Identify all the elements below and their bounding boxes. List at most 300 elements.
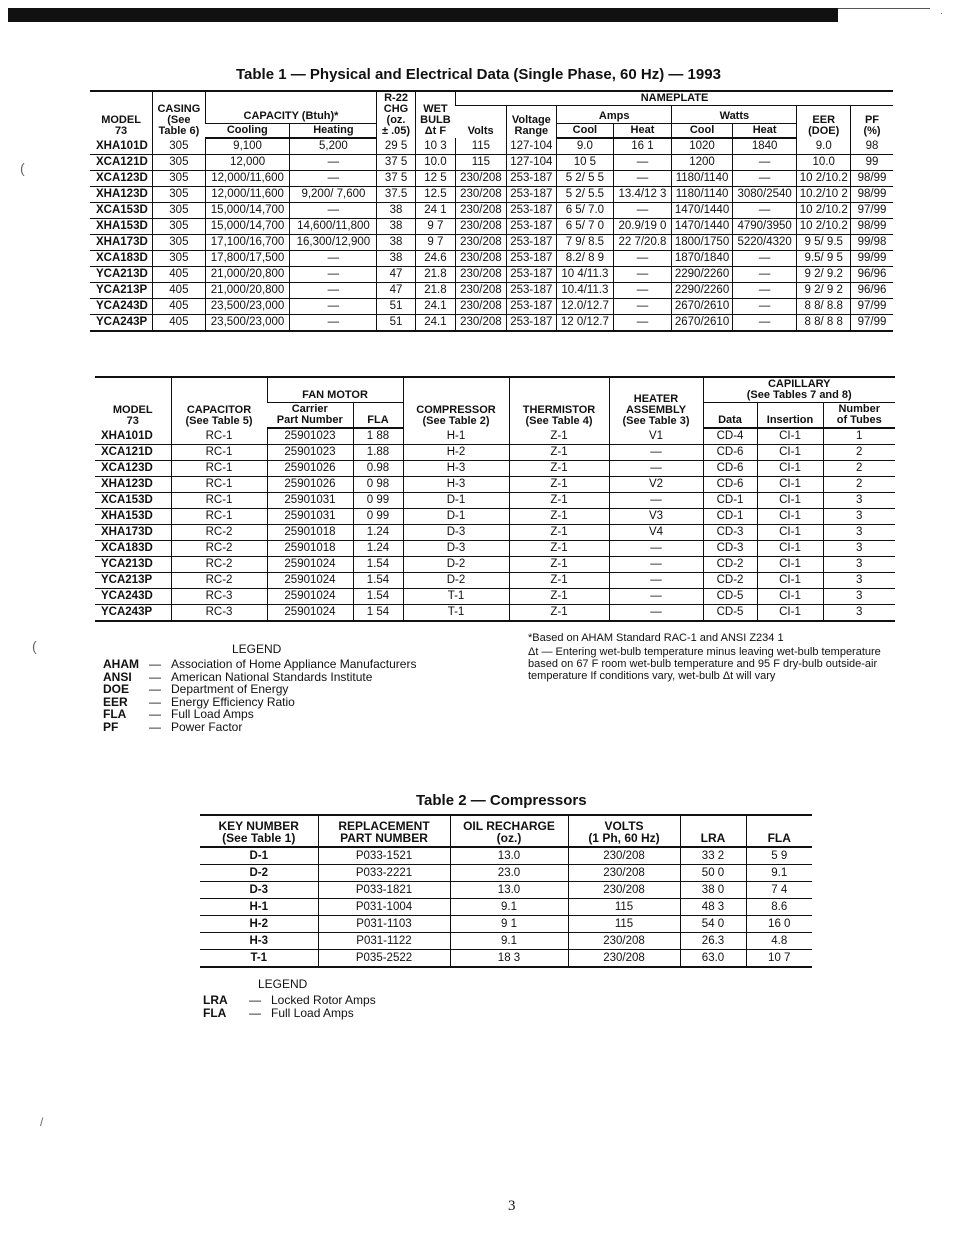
legend-item: [203, 1007, 376, 1020]
table-cell: 253-187: [506, 251, 557, 267]
table-cell: XCA123D: [95, 461, 171, 477]
capacitor-header: CAPACITOR (See Table 5): [171, 377, 267, 428]
table-cell: H-1: [403, 428, 509, 445]
table-row: [90, 155, 893, 171]
table-cell: 37.5: [377, 187, 415, 203]
table-cell: YCA213D: [90, 267, 153, 283]
table-cell: CI-1: [757, 525, 823, 541]
legend: [203, 994, 376, 1019]
legend-abbr: AHAM: [103, 657, 139, 671]
table-cell: 15,000/14,700: [205, 203, 290, 219]
table-cell: 33 2: [680, 847, 746, 865]
legend-item: [203, 994, 376, 1007]
legend-dash: —: [149, 682, 161, 696]
table-cell: —: [732, 299, 797, 315]
legend-dash: —: [149, 669, 161, 684]
table-cell: XHA153D: [95, 509, 171, 525]
table-cell: 10 4/11.3: [557, 267, 614, 283]
table-cell: 37 5: [377, 171, 415, 187]
table-cell: 17,800/17,500: [205, 251, 290, 267]
table-cell: CD-5: [703, 589, 757, 605]
table-cell: YCA213D: [95, 557, 171, 573]
table-row: [95, 589, 895, 605]
table-cell: 9 2/ 9.2: [797, 267, 851, 283]
table-cell: 10.2/10 2: [797, 187, 851, 203]
table-cell: H-3: [403, 461, 509, 477]
table-cell: 305: [153, 251, 206, 267]
table-cell: XCA121D: [90, 155, 153, 171]
table-row: [95, 525, 895, 541]
table-cell: 0.98: [353, 461, 403, 477]
legend-dash: —: [149, 707, 161, 721]
table-row: [200, 916, 812, 933]
table-cell: YCA243D: [90, 299, 153, 315]
table-cell: 230/208: [456, 299, 507, 315]
table-cell: —: [613, 283, 672, 299]
table-row: [90, 171, 893, 187]
table-cell: XCA123D: [90, 171, 153, 187]
table-cell: Z-1: [509, 605, 609, 622]
page-number: 3: [508, 1198, 516, 1214]
table-cell: 305: [153, 138, 206, 155]
table-cell: —: [613, 251, 672, 267]
lra-header: LRA: [680, 815, 746, 847]
table-cell: P031-1004: [318, 899, 450, 916]
table-cell: RC-3: [171, 605, 267, 622]
table-cell: 305: [153, 171, 206, 187]
table-cell: 97/99: [850, 203, 893, 219]
table-cell: 2: [823, 445, 895, 461]
legend-item: [103, 708, 416, 721]
table-cell: —: [290, 203, 377, 219]
fla-header: FLA: [746, 815, 812, 847]
table-cell: 9.0: [557, 138, 614, 155]
table-cell: XHA123D: [95, 477, 171, 493]
table-cell: 96/96: [850, 267, 893, 283]
table-cell: 230/208: [456, 203, 507, 219]
table-cell: 25901018: [267, 541, 353, 557]
table-row: [95, 573, 895, 589]
table2-title: Table 2 — Compressors: [416, 792, 587, 809]
wetbulb-header: WET BULB Δt F: [415, 91, 455, 138]
table-cell: 305: [153, 187, 206, 203]
table-cell: 98: [850, 138, 893, 155]
table-cell: T-1: [200, 950, 318, 968]
table-cell: 6 5/ 7.0: [557, 203, 614, 219]
table-cell: D-3: [200, 882, 318, 899]
table-cell: P035-2522: [318, 950, 450, 968]
table-cell: 1 88: [353, 428, 403, 445]
table-cell: 47: [377, 267, 415, 283]
table-cell: 10.0: [797, 155, 851, 171]
table-cell: 38: [377, 219, 415, 235]
table-row: [200, 865, 812, 882]
table-cell: RC-1: [171, 477, 267, 493]
table-cell: 1.24: [353, 525, 403, 541]
table-row: [90, 267, 893, 283]
replacement-header: REPLACEMENT PART NUMBER: [318, 815, 450, 847]
table-cell: V2: [609, 477, 703, 493]
table-row: [90, 299, 893, 315]
table-cell: —: [609, 589, 703, 605]
table-row: [90, 203, 893, 219]
watts-header: Watts: [672, 106, 797, 124]
table-row: [95, 557, 895, 573]
table-cell: 10 7: [746, 950, 812, 968]
table-cell: CD-1: [703, 493, 757, 509]
table-cell: Z-1: [509, 428, 609, 445]
table-cell: XCA183D: [90, 251, 153, 267]
table-cell: —: [613, 155, 672, 171]
legend-item: [103, 683, 416, 696]
table-cell: 9.5/ 9 5: [797, 251, 851, 267]
legend-dash: —: [149, 694, 161, 709]
table-cell: XHA101D: [90, 138, 153, 155]
table-cell: Z-1: [509, 477, 609, 493]
table-cell: D-2: [403, 573, 509, 589]
table-cell: 230/208: [456, 235, 507, 251]
compressor-header: COMPRESSOR (See Table 2): [403, 377, 509, 428]
table-cell: 9,200/ 7,600: [290, 187, 377, 203]
legend-abbr: ANSI: [103, 669, 132, 684]
table-cell: —: [613, 315, 672, 332]
table-cell: 230/208: [456, 315, 507, 332]
table-cell: 24.1: [415, 315, 455, 332]
cooling-header: Cooling: [205, 124, 290, 139]
table-cell: 16 1: [613, 138, 672, 155]
table-cell: 253-187: [506, 203, 557, 219]
table-cell: 21.8: [415, 267, 455, 283]
table-row: [200, 933, 812, 950]
table-cell: 2: [823, 477, 895, 493]
table-cell: CI-1: [757, 573, 823, 589]
table-cell: XHA123D: [90, 187, 153, 203]
legend-abbr: LRA: [203, 993, 228, 1007]
table-cell: 25901024: [267, 589, 353, 605]
header-rule: [838, 8, 930, 9]
table-cell: V1: [609, 428, 703, 445]
table-cell: —: [290, 251, 377, 267]
table-cell: 1180/1140: [672, 187, 733, 203]
legend: [103, 658, 416, 733]
table-cell: CD-2: [703, 557, 757, 573]
table-cell: 18 3: [450, 950, 568, 968]
legend-abbr: PF: [103, 719, 119, 734]
voltage-range-header: Voltage Range: [506, 106, 557, 139]
legend-text: American National Standards Institute: [171, 669, 373, 684]
margin-mark: (: [20, 160, 25, 176]
table-cell: CI-1: [757, 509, 823, 525]
model-header: MODEL 73: [112, 404, 153, 427]
legend-abbr: EER: [103, 694, 128, 709]
table-row: [90, 283, 893, 299]
table-row: [200, 847, 812, 865]
amps-cool-header: Cool: [557, 124, 614, 139]
table-cell: 8.2/ 8 9: [557, 251, 614, 267]
legend-abbr: FLA: [103, 707, 127, 721]
table-cell: 230/208: [568, 847, 680, 865]
table-cell: YCA213P: [95, 573, 171, 589]
table-cell: 9 5/ 9.5: [797, 235, 851, 251]
table-cell: 25901026: [267, 477, 353, 493]
table-cell: —: [290, 283, 377, 299]
table-cell: Z-1: [509, 445, 609, 461]
table-cell: 6 5/ 7 0: [557, 219, 614, 235]
table-cell: 12,000/11,600: [205, 171, 290, 187]
volts-header: VOLTS (1 Ph, 60 Hz): [568, 815, 680, 847]
table-row: [90, 251, 893, 267]
legend-text: Locked Rotor Amps: [271, 993, 376, 1007]
table-cell: 38: [377, 235, 415, 251]
table-cell: 3: [823, 557, 895, 573]
table-cell: 15,000/14,700: [205, 219, 290, 235]
watts-heat-header: Heat: [732, 124, 797, 139]
table-cell: —: [609, 605, 703, 622]
table-cell: 305: [153, 235, 206, 251]
table-cell: 1.88: [353, 445, 403, 461]
table-cell: CI-1: [757, 557, 823, 573]
table-cell: 10.4/11.3: [557, 283, 614, 299]
table-cell: 3: [823, 589, 895, 605]
tubes-header: Number of Tubes: [823, 403, 895, 429]
capillary-header: CAPILLARY (See Tables 7 and 8): [703, 377, 895, 403]
table-cell: 25901024: [267, 605, 353, 622]
table-cell: 0 99: [353, 493, 403, 509]
table-cell: 9.1: [450, 933, 568, 950]
table-cell: 405: [153, 283, 206, 299]
margin-mark: .: [940, 6, 943, 17]
table-cell: CD-6: [703, 461, 757, 477]
table-cell: CI-1: [757, 541, 823, 557]
table-cell: —: [732, 283, 797, 299]
legend-dash: —: [149, 719, 161, 734]
table-cell: 230/208: [568, 865, 680, 882]
table-cell: 1800/1750: [672, 235, 733, 251]
table-cell: 12.0/12.7: [557, 299, 614, 315]
table-cell: P033-1521: [318, 847, 450, 865]
table-cell: 230/208: [568, 882, 680, 899]
table-cell: H-2: [200, 916, 318, 933]
table-cell: 23,500/23,000: [205, 299, 290, 315]
table-cell: 1: [823, 428, 895, 445]
table-row: [90, 219, 893, 235]
table-cell: 3: [823, 493, 895, 509]
table-cell: Z-1: [509, 573, 609, 589]
table-cell: —: [732, 315, 797, 332]
legend-item: [103, 721, 416, 734]
pf-header: PF (%): [850, 106, 893, 139]
table-cell: YCA213P: [90, 283, 153, 299]
table-cell: 3: [823, 525, 895, 541]
table-cell: 9,100: [205, 138, 290, 155]
table-cell: D-1: [403, 493, 509, 509]
table-cell: 38: [377, 251, 415, 267]
legend-dash: —: [249, 993, 261, 1007]
physical-electrical-table: [90, 90, 893, 332]
table-cell: 13.0: [450, 847, 568, 865]
oil-recharge-header: OIL RECHARGE (oz.): [450, 815, 568, 847]
table-cell: Z-1: [509, 541, 609, 557]
table-cell: 98/99: [850, 219, 893, 235]
table-row: [90, 138, 893, 155]
table-cell: 230/208: [568, 933, 680, 950]
table-cell: XCA153D: [95, 493, 171, 509]
table-cell: 253-187: [506, 283, 557, 299]
table-cell: 25901023: [267, 428, 353, 445]
table-cell: 3: [823, 573, 895, 589]
table-cell: 230/208: [456, 187, 507, 203]
legend-heading: LEGEND: [232, 642, 282, 656]
table-cell: 405: [153, 267, 206, 283]
table-cell: XHA101D: [95, 428, 171, 445]
table-cell: 9.1: [450, 899, 568, 916]
table-cell: 25901018: [267, 525, 353, 541]
table-cell: Z-1: [509, 461, 609, 477]
insertion-header: Insertion: [757, 403, 823, 429]
table-cell: D-1: [403, 509, 509, 525]
table-cell: CI-1: [757, 461, 823, 477]
table-row: [200, 882, 812, 899]
table-cell: 9 1: [450, 916, 568, 933]
table-cell: —: [290, 267, 377, 283]
table-cell: 38: [377, 203, 415, 219]
table-cell: 253-187: [506, 187, 557, 203]
table-cell: 3: [823, 509, 895, 525]
heating-header: Heating: [290, 124, 377, 139]
table-cell: 10 2/10.2: [797, 171, 851, 187]
table-cell: 230/208: [456, 251, 507, 267]
table-cell: RC-1: [171, 493, 267, 509]
table-cell: 1470/1440: [672, 219, 733, 235]
compressors-table: [200, 814, 812, 968]
table-cell: 230/208: [456, 171, 507, 187]
fla-header: FLA: [353, 403, 403, 429]
thermistor-header: THERMISTOR (See Table 4): [509, 377, 609, 428]
table-row: [90, 187, 893, 203]
table-cell: 8 8/ 8 8: [797, 315, 851, 332]
table-cell: RC-1: [171, 509, 267, 525]
table-cell: 253-187: [506, 219, 557, 235]
table-cell: RC-1: [171, 428, 267, 445]
table-cell: 98/99: [850, 187, 893, 203]
table-cell: CI-1: [757, 445, 823, 461]
table-cell: 127-104: [506, 155, 557, 171]
table-cell: 5 9: [746, 847, 812, 865]
table-cell: 10 2/10.2: [797, 219, 851, 235]
table-cell: D-2: [403, 557, 509, 573]
nameplate-header: NAMEPLATE: [456, 91, 893, 106]
table-row: [90, 235, 893, 251]
volts-header: Volts: [467, 125, 494, 137]
table-cell: H-3: [200, 933, 318, 950]
table-cell: 1840: [732, 138, 797, 155]
table-cell: 5220/4320: [732, 235, 797, 251]
table-cell: YCA243D: [95, 589, 171, 605]
table-cell: 96/96: [850, 283, 893, 299]
table-cell: 230/208: [456, 283, 507, 299]
legend-item: [103, 658, 416, 671]
table-cell: 99/98: [850, 235, 893, 251]
table-cell: CD-5: [703, 605, 757, 622]
table-row: [95, 493, 895, 509]
margin-mark: (: [32, 638, 37, 654]
table-cell: 99: [850, 155, 893, 171]
legend-text: Full Load Amps: [271, 1005, 354, 1020]
table-cell: 115: [456, 155, 507, 171]
table-cell: 5 2/ 5.5: [557, 187, 614, 203]
table-cell: 24.6: [415, 251, 455, 267]
table-cell: H-3: [403, 477, 509, 493]
table-cell: 16 0: [746, 916, 812, 933]
table-cell: —: [609, 573, 703, 589]
table-cell: D-3: [403, 541, 509, 557]
table-cell: RC-1: [171, 445, 267, 461]
table-cell: P031-1103: [318, 916, 450, 933]
table-cell: 230/208: [456, 219, 507, 235]
table-cell: XHA173D: [95, 525, 171, 541]
table-cell: 253-187: [506, 299, 557, 315]
table-row: [200, 950, 812, 968]
model-header: MODEL 73: [101, 114, 141, 137]
table-cell: 8 8/ 8.8: [797, 299, 851, 315]
table-cell: Z-1: [509, 509, 609, 525]
capacity-header: CAPACITY (Btuh)*: [205, 91, 377, 124]
table-cell: 2: [823, 461, 895, 477]
table-cell: XHA173D: [90, 235, 153, 251]
legend-text: Department of Energy: [171, 682, 289, 696]
components-table: [95, 376, 895, 622]
table-cell: RC-3: [171, 589, 267, 605]
table-cell: RC-2: [171, 541, 267, 557]
table-cell: 97/99: [850, 315, 893, 332]
table-cell: 12 0/12.7: [557, 315, 614, 332]
table-cell: CD-2: [703, 573, 757, 589]
table-cell: —: [609, 493, 703, 509]
table-cell: XCA153D: [90, 203, 153, 219]
table-cell: 14,600/11,800: [290, 219, 377, 235]
table-cell: 5,200: [290, 138, 377, 155]
legend-text: Energy Efficiency Ratio: [171, 694, 295, 709]
table-cell: 9.1: [746, 865, 812, 882]
table-cell: —: [609, 461, 703, 477]
table-cell: 25901024: [267, 573, 353, 589]
table-cell: 47: [377, 283, 415, 299]
table-cell: 21,000/20,800: [205, 267, 290, 283]
table-cell: CI-1: [757, 477, 823, 493]
table-cell: 2670/2610: [672, 299, 733, 315]
table-cell: XHA153D: [90, 219, 153, 235]
table-cell: CI-1: [757, 589, 823, 605]
table-row: [95, 541, 895, 557]
table-cell: —: [609, 557, 703, 573]
table-cell: 97/99: [850, 299, 893, 315]
table-cell: 12,000: [205, 155, 290, 171]
table-cell: CD-3: [703, 525, 757, 541]
footnote-delta-t: Δt — Entering wet-bulb temperature minus leaving wet-bulb temperature based on 67 F room wet-bulb temperature and 95 F dry-bulb outside-air temperature If conditions vary, wet-bulb Δt will vary: [528, 646, 881, 682]
table-cell: 25901031: [267, 509, 353, 525]
table-cell: 16,300/12,900: [290, 235, 377, 251]
table-cell: 2290/2260: [672, 283, 733, 299]
table-cell: P031-1122: [318, 933, 450, 950]
table-cell: 305: [153, 219, 206, 235]
table-cell: 13.0: [450, 882, 568, 899]
table-cell: —: [732, 251, 797, 267]
table-cell: —: [609, 445, 703, 461]
table-cell: 22 7/20.8: [613, 235, 672, 251]
table-cell: D-2: [200, 865, 318, 882]
table-cell: 8.6: [746, 899, 812, 916]
table-cell: 10 3: [415, 138, 455, 155]
